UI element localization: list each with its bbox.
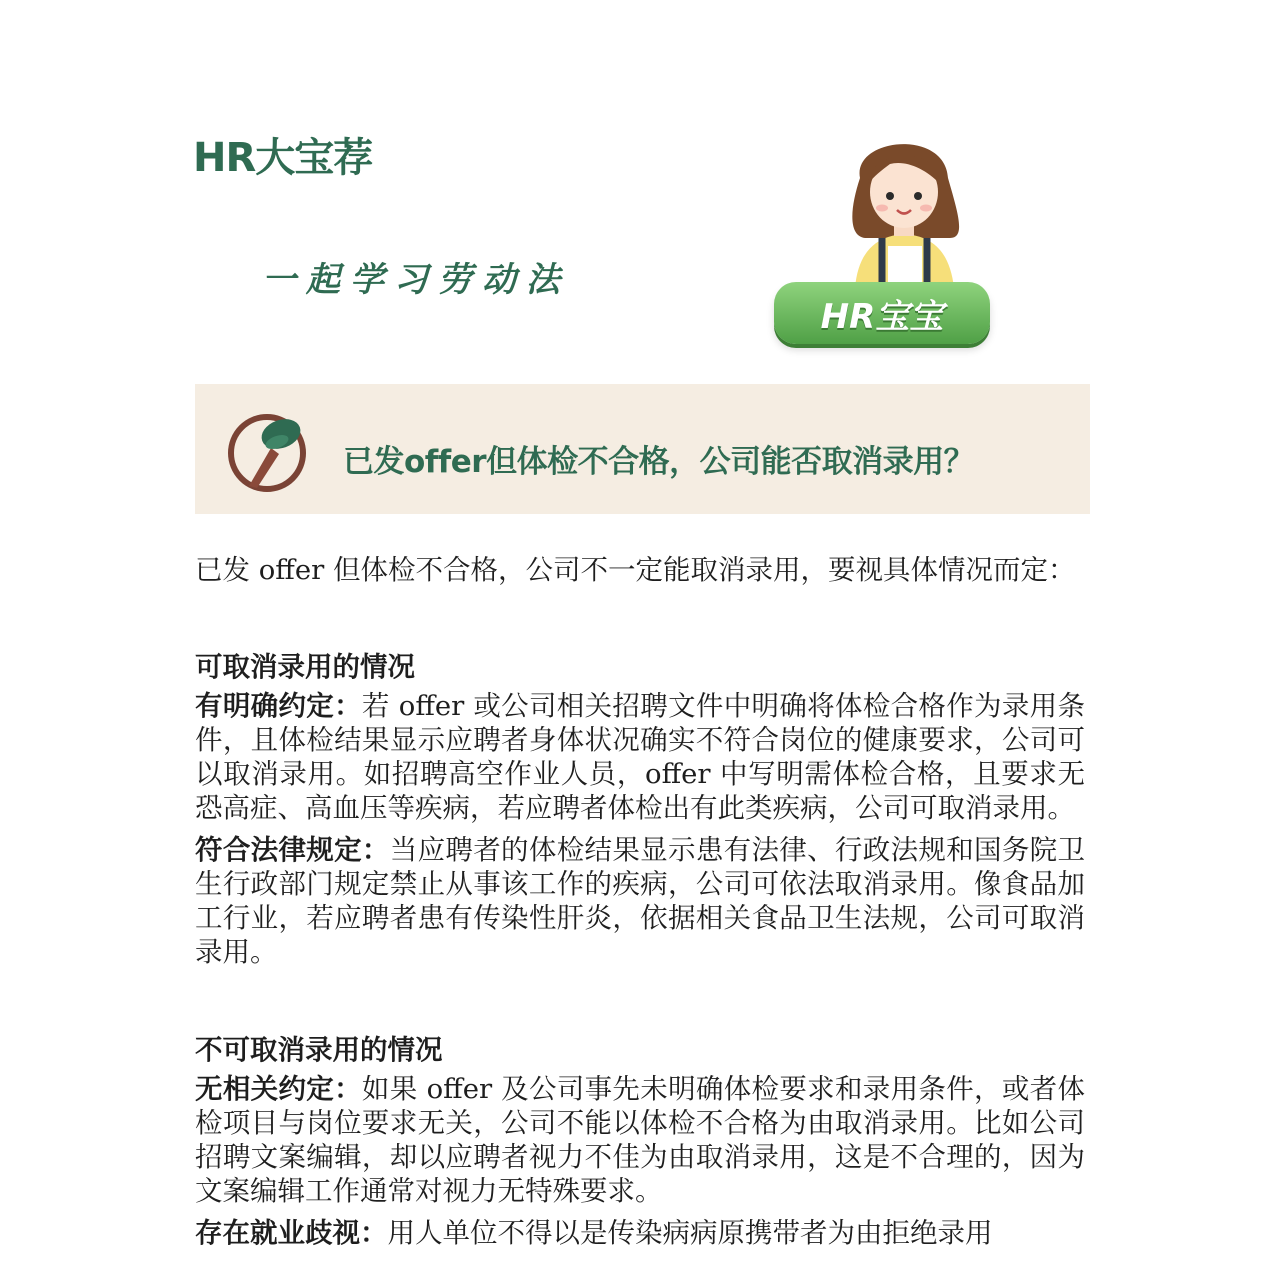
item-lead: 无相关约定： bbox=[195, 1073, 362, 1105]
intro-paragraph: 已发 offer 但体检不合格，公司不一定能取消录用，要视具体情况而定： bbox=[195, 554, 1076, 586]
item-body: 当应聘者的体检结果显示患有法律、行政法规和国务院卫生行政部门规定禁止从事该工作的疾病，公司可依法取消录用。像食品加工行业，若应聘者患有传染性肝炎，依据相关食品卫生法规，公司可取消录用。 bbox=[195, 834, 1086, 968]
list-item bbox=[195, 1072, 1085, 1208]
list-item bbox=[195, 1216, 1085, 1250]
slogan: 一起学习劳动法 bbox=[262, 260, 570, 300]
item-body: 用人单位不得以是传染病病原携带者为由拒绝录用 bbox=[387, 1217, 993, 1249]
question-title: 已发offer但体检不合格，公司能否取消录用？ bbox=[343, 444, 975, 480]
hr-mascot bbox=[770, 118, 1000, 356]
item-body: 若 offer 或公司相关招聘文件中明确将体检合格作为录用条件，且体检结果显示应聘者身体状况确实不符合岗位的健康要求，公司可以取消录用。如招聘高空作业人员，offer 中写明需体检合格，且要求无恐高症、高血压等疾病，若应聘者体检出有此类疾病，公司可取消录用。 bbox=[195, 690, 1086, 824]
hr-badge bbox=[774, 282, 990, 344]
hr-badge-label: HR宝宝 bbox=[820, 296, 944, 337]
mascot-girl-illustration bbox=[770, 118, 1000, 288]
section-spacer bbox=[195, 977, 1085, 1033]
article-body bbox=[195, 553, 1085, 1258]
question-banner bbox=[195, 384, 1090, 514]
item-lead: 符合法律规定： bbox=[195, 834, 390, 866]
item-body: 如果 offer 及公司事先未明确体检要求和录用条件，或者体检项目与岗位要求无关，公司不能以体检不合格为由取消录用。比如公司招聘文案编辑，却以应聘者视力不佳为由取消录用，这是不合理的，因为文案编辑工作通常对视力无特殊要求。 bbox=[195, 1073, 1086, 1207]
list-item bbox=[195, 833, 1085, 969]
section-heading: 可取消录用的情况 bbox=[195, 651, 415, 683]
item-lead: 有明确约定： bbox=[195, 690, 362, 722]
brand-title: HR大宝荐 bbox=[193, 135, 373, 181]
pushpin-icon bbox=[219, 408, 319, 494]
list-item bbox=[195, 689, 1085, 825]
section-heading: 不可取消录用的情况 bbox=[195, 1034, 443, 1066]
item-lead: 存在就业歧视： bbox=[195, 1217, 388, 1249]
